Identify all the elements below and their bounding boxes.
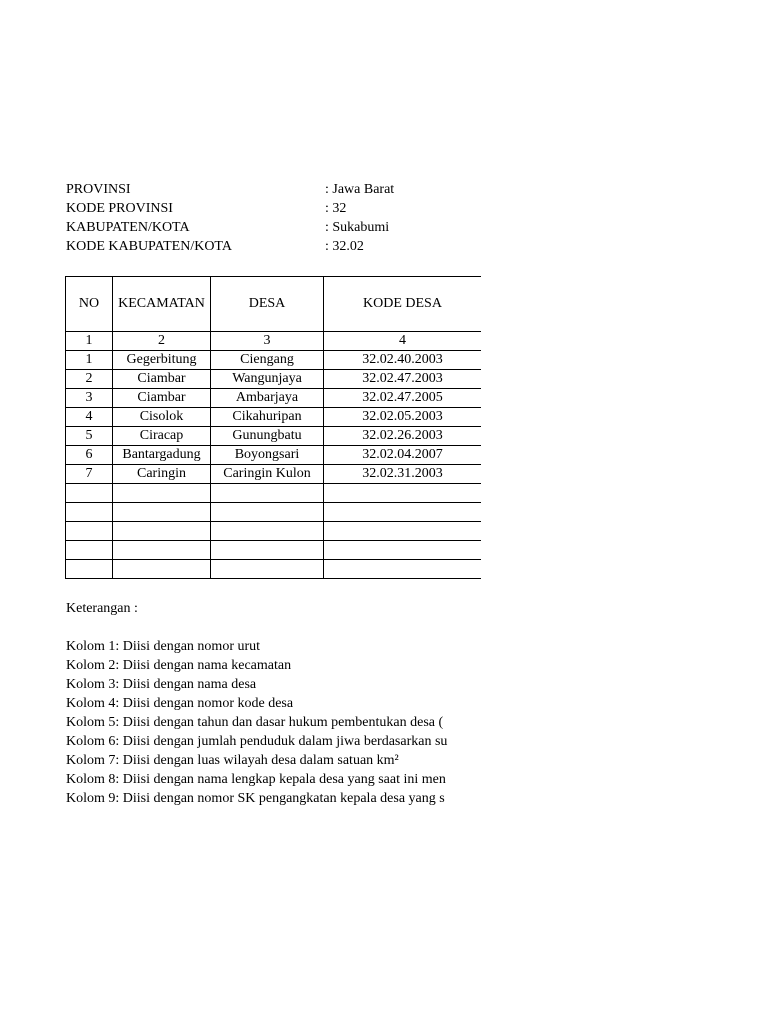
column-number-row [66, 332, 482, 351]
header-no: NO [66, 277, 113, 332]
village-table-wrapper [65, 276, 481, 579]
table-row [66, 389, 482, 408]
table-cell: Gunungbatu [211, 427, 324, 446]
notes-list [66, 637, 479, 808]
region-info [66, 180, 486, 256]
info-value: : Sukabumi [325, 220, 390, 235]
table-cell: Cikahuripan [211, 408, 324, 427]
table-cell: 2 [66, 370, 113, 389]
table-cell [66, 541, 113, 560]
note-line: Kolom 8: Diisi dengan nama lengkap kepala desa yang saat ini men [66, 772, 446, 787]
table-row [66, 503, 482, 522]
note-line: Kolom 4: Diisi dengan nomor kode desa [66, 696, 294, 711]
table-row [66, 560, 482, 579]
table-cell: Boyongsari [211, 446, 324, 465]
note-line: Kolom 5: Diisi dengan tahun dan dasar hukum pembentukan desa ( [66, 715, 444, 730]
info-value: : 32.02 [325, 239, 364, 254]
table-cell: Ciambar [113, 370, 211, 389]
table-cell [66, 560, 113, 579]
table-cell: 32.02.31.2003 [324, 465, 482, 484]
column-number: 2 [113, 332, 211, 351]
table-cell: 32.02.47.2005 [324, 389, 482, 408]
table-row [66, 427, 482, 446]
table-row [66, 465, 482, 484]
info-label: KABUPATEN/KOTA [66, 220, 190, 235]
note-line: Kolom 6: Diisi dengan jumlah penduduk dalam jiwa berdasarkan su [66, 734, 448, 749]
table-cell [66, 522, 113, 541]
table-cell [211, 522, 324, 541]
column-number: 4 [324, 332, 482, 351]
table-cell [324, 484, 482, 503]
info-row-kode-provinsi [66, 199, 486, 218]
table-cell: Bantargadung [113, 446, 211, 465]
table-body [66, 332, 482, 579]
note-line: Kolom 1: Diisi dengan nomor urut [66, 639, 261, 654]
info-label: PROVINSI [66, 182, 131, 197]
table-row [66, 408, 482, 427]
table-cell: 4 [66, 408, 113, 427]
table-cell [324, 560, 482, 579]
note-line: Kolom 7: Diisi dengan luas wilayah desa dalam satuan km² [66, 753, 399, 768]
table-cell [113, 503, 211, 522]
table-row [66, 351, 482, 370]
table-cell: 32.02.26.2003 [324, 427, 482, 446]
info-row-kode-kabupaten [66, 237, 486, 256]
table-cell: Gegerbitung [113, 351, 211, 370]
table-cell: 32.02.40.2003 [324, 351, 482, 370]
info-value: : 32 [325, 201, 347, 216]
table-row [66, 522, 482, 541]
table-cell: Ciambar [113, 389, 211, 408]
table-cell [211, 503, 324, 522]
table-cell: Ciracap [113, 427, 211, 446]
table-cell [113, 541, 211, 560]
table-cell [113, 522, 211, 541]
table-cell [211, 484, 324, 503]
table-cell: Wangunjaya [211, 370, 324, 389]
table-cell: Cisolok [113, 408, 211, 427]
table-cell [66, 484, 113, 503]
info-row-provinsi [66, 180, 486, 199]
column-number: 1 [66, 332, 113, 351]
table-cell [324, 522, 482, 541]
table-cell [211, 560, 324, 579]
note-line: Kolom 2: Diisi dengan nama kecamatan [66, 658, 292, 673]
table-cell: 6 [66, 446, 113, 465]
notes-title: Keterangan : [66, 601, 138, 616]
info-label: KODE KABUPATEN/KOTA [66, 239, 232, 254]
table-cell: 3 [66, 389, 113, 408]
table-cell: 32.02.05.2003 [324, 408, 482, 427]
header-desa: DESA [211, 277, 324, 332]
note-line: Kolom 3: Diisi dengan nama desa [66, 677, 257, 692]
table-cell: 32.02.04.2007 [324, 446, 482, 465]
header-kode-desa: KODE DESA [324, 277, 482, 332]
table-cell: 5 [66, 427, 113, 446]
table-cell [324, 541, 482, 560]
table-cell: 32.02.47.2003 [324, 370, 482, 389]
table-cell: Caringin Kulon [211, 465, 324, 484]
note-line: Kolom 9: Diisi dengan nomor SK pengangkatan kepala desa yang s [66, 791, 445, 806]
table-cell: 7 [66, 465, 113, 484]
table-cell [324, 503, 482, 522]
table-cell: Caringin [113, 465, 211, 484]
village-table [65, 276, 481, 579]
table-row [66, 370, 482, 389]
info-value: : Jawa Barat [325, 182, 395, 197]
column-number: 3 [211, 332, 324, 351]
table-row [66, 541, 482, 560]
notes-section [66, 599, 479, 808]
table-cell [113, 484, 211, 503]
header-kecamatan: KECAMATAN [113, 277, 211, 332]
table-row [66, 484, 482, 503]
table-row [66, 446, 482, 465]
table-cell: 1 [66, 351, 113, 370]
table-cell: Ciengang [211, 351, 324, 370]
info-label: KODE PROVINSI [66, 201, 173, 216]
table-cell [113, 560, 211, 579]
table-cell [211, 541, 324, 560]
table-cell: Ambarjaya [211, 389, 324, 408]
info-row-kabupaten [66, 218, 486, 237]
table-cell [66, 503, 113, 522]
table-header-row [66, 277, 482, 332]
